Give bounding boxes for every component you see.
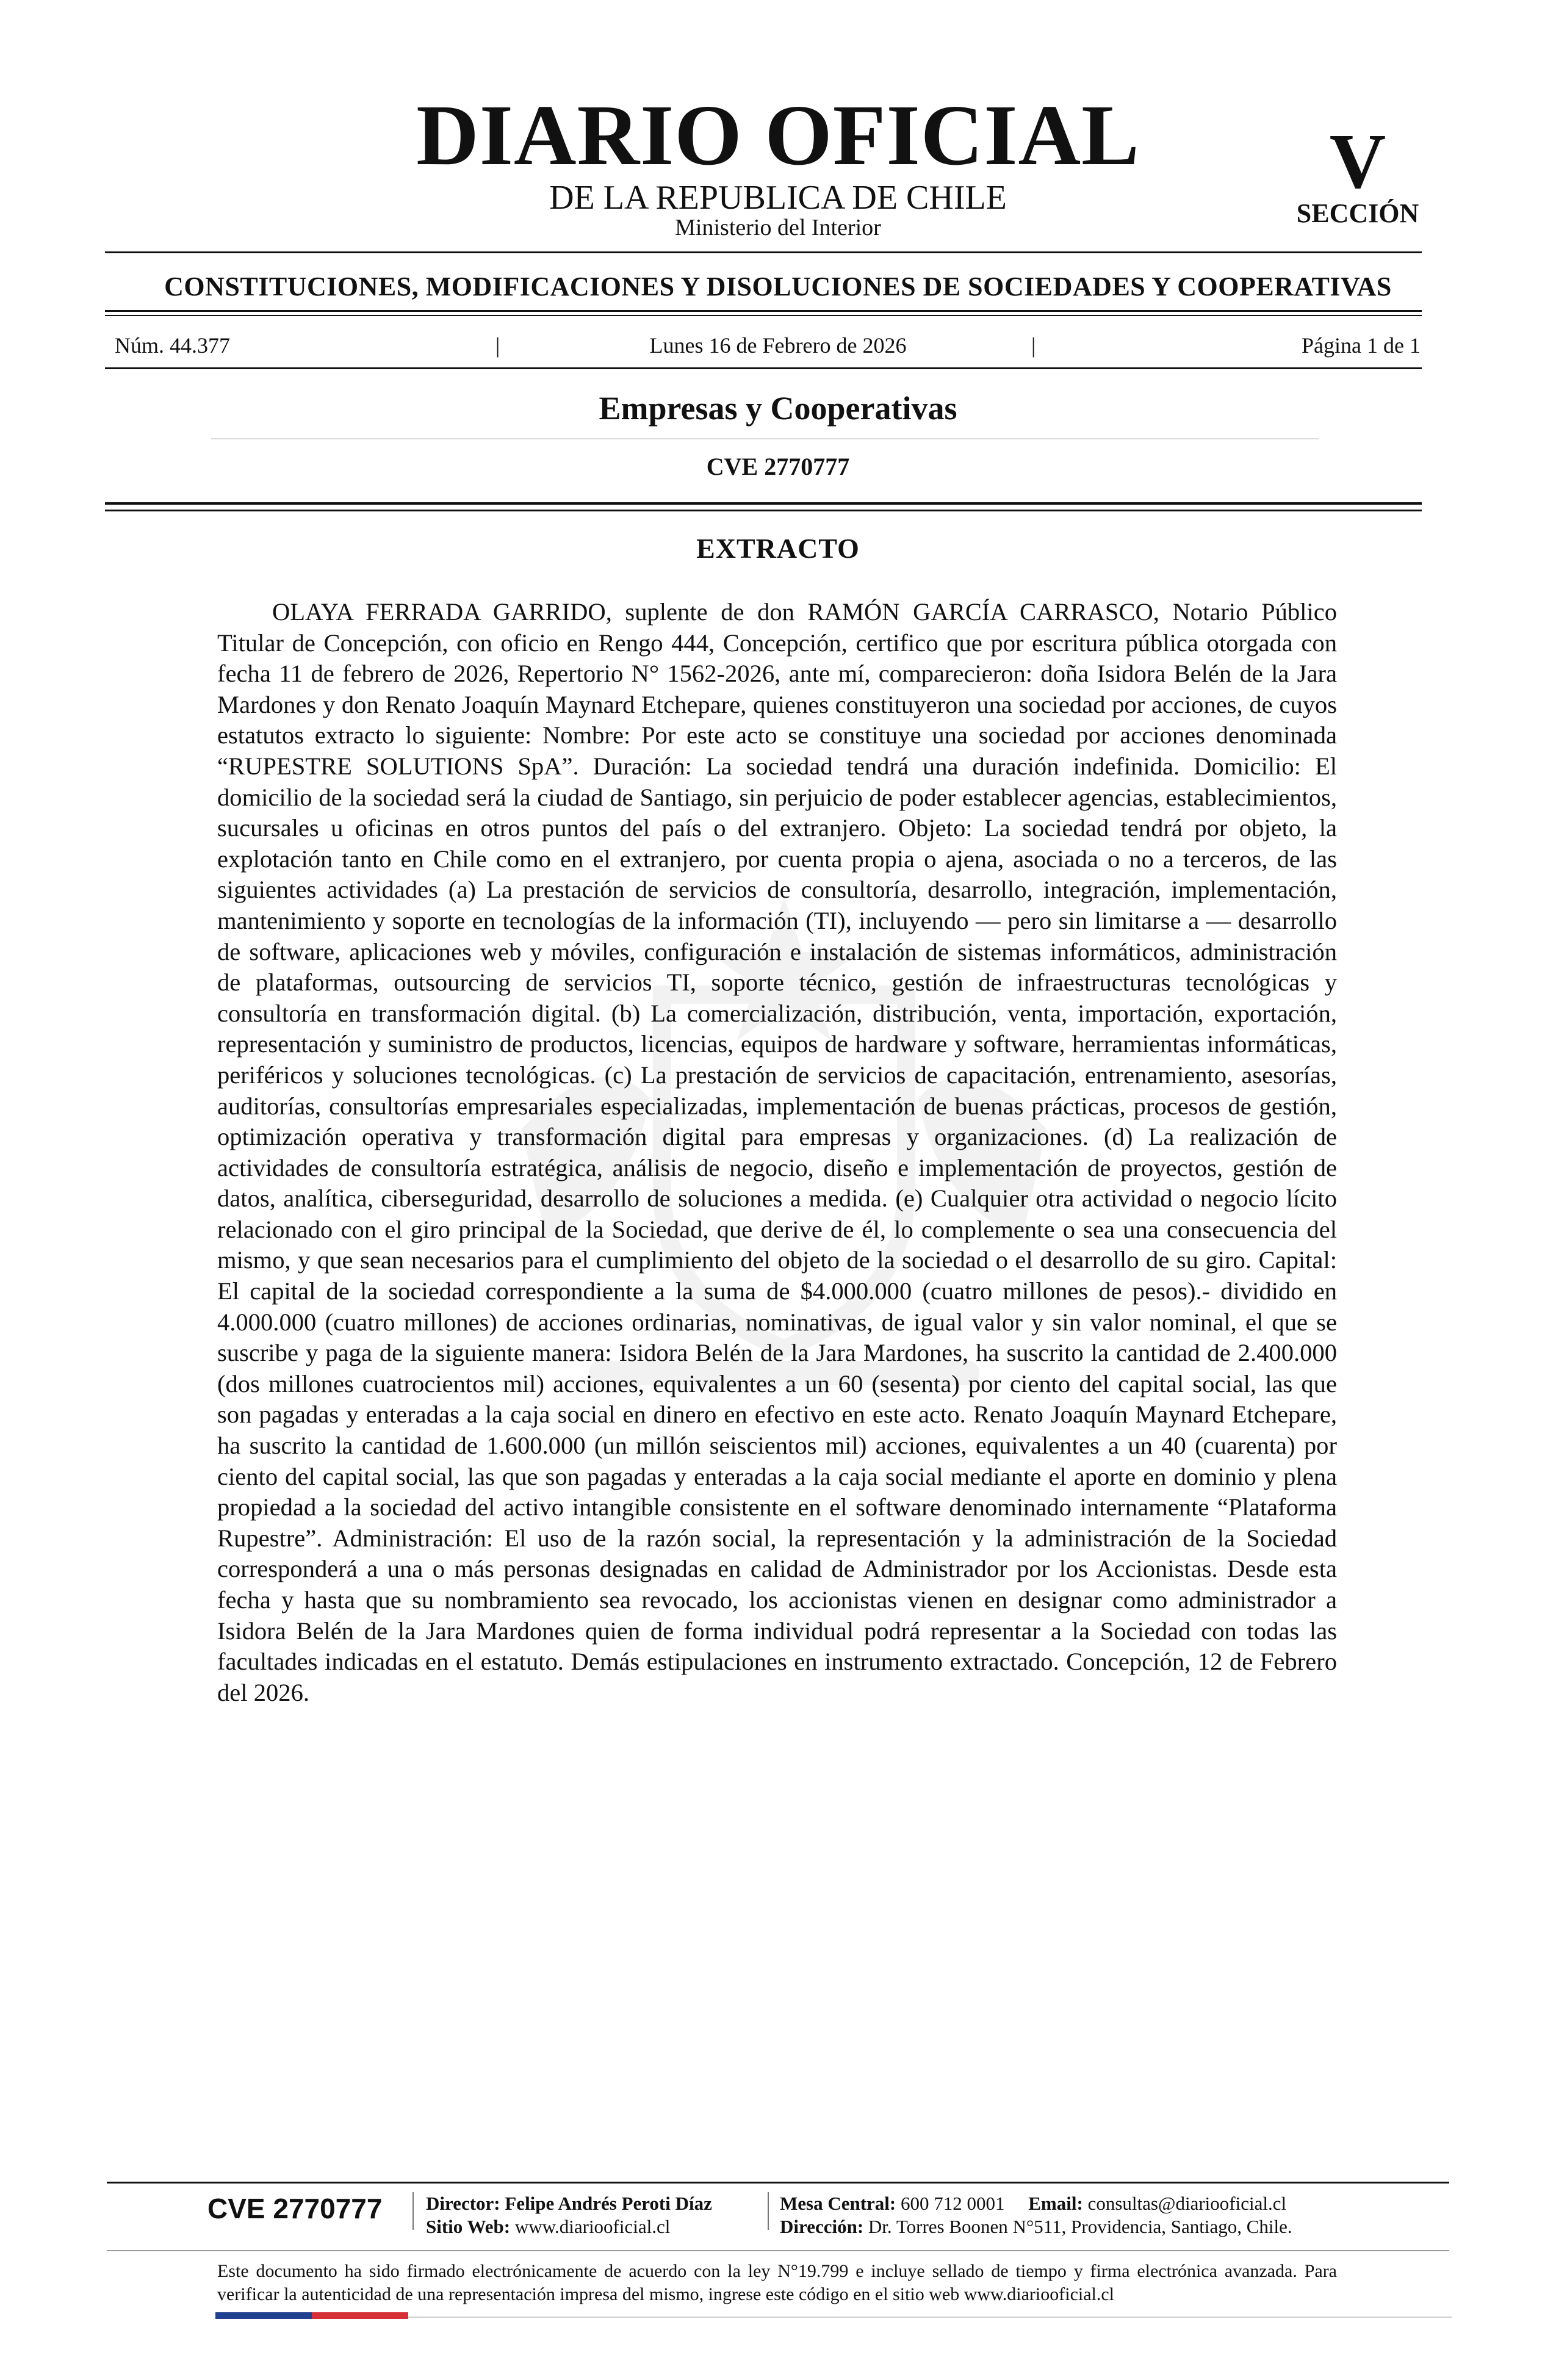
- category-rule-bottom: [105, 315, 1422, 316]
- section-heading: Empresas y Cooperativas: [599, 390, 957, 427]
- mesa-value: 600 712 0001: [901, 2193, 1005, 2214]
- page-number: Página 1 de 1: [1302, 333, 1421, 358]
- footer-contact: [780, 2192, 1286, 2215]
- issue-date: Lunes 16 de Febrero de 2026: [649, 333, 907, 358]
- footer-address: [780, 2215, 1292, 2238]
- masthead-title: DIARIO OFICIAL: [416, 87, 1140, 183]
- cve-rule-top: [105, 502, 1422, 505]
- masthead-ministry: Ministerio del Interior: [675, 215, 881, 240]
- masthead-subtitle: DE LA REPUBLICA DE CHILE: [549, 179, 1007, 217]
- mesa-label: Mesa Central:: [780, 2193, 896, 2214]
- footer-director: [426, 2192, 712, 2215]
- footer-divider: [768, 2192, 769, 2230]
- website-label: Sitio Web:: [426, 2216, 511, 2237]
- document-title: EXTRACTO: [696, 533, 860, 564]
- meta-separator: |: [495, 333, 500, 358]
- footer-rule: [107, 2182, 1449, 2183]
- issue-number: Núm. 44.377: [115, 333, 230, 358]
- masthead-rule: [105, 251, 1422, 253]
- director-label: Director:: [426, 2193, 500, 2214]
- meta-separator: |: [1031, 333, 1036, 358]
- footer-divider: [412, 2192, 414, 2230]
- cve-rule-bottom: [105, 510, 1422, 511]
- footer-cve-code: CVE 2770777: [207, 2193, 383, 2224]
- email-link[interactable]: consultas@diariooficial.cl: [1087, 2193, 1287, 2214]
- cve-code: CVE 2770777: [706, 453, 850, 480]
- email-label: Email:: [1028, 2193, 1083, 2214]
- document-body: OLAYA FERRADA GARRIDO, suplente de don RAMÓN GARCÍA CARRASCO, Notario Público Titular de Concepción, con oficio en Rengo 444, Concepción, certifico que por escritura pública otorgada con fecha 11 de febrero de 2026, Repertorio N° 1562-2026, ante mí, comparecieron: doña Isidora Belén de la Jara Mardones y don Renato Joaquín Maynard Etchepare, quienes constituyeron una sociedad por acciones, de cuyos estatutos extracto lo siguiente: Nombre: Por este acto se constituye una sociedad por acciones denominada “RUPESTRE SOLUTIONS SpA”. Duración: La sociedad tendrá una duración indefinida. Domicilio: El domicilio de la sociedad será la ciudad de Santiago, sin perjuicio de poder establecer agencias, establecimientos, sucursales u oficinas en otros puntos del país o del extranjero. Objeto: La sociedad tendrá por objeto, la explotación tanto en Chile como en el extranjero, por cuenta propia o ajena, asociada o no a terceros, de las siguientes actividades (a) La prestación de servicios de consultoría, desarrollo, integración, implementación, mantenimiento y soporte en tecnologías de la información (TI), incluyendo — pero sin limitarse a — desarrollo de software, aplicaciones web y móviles, configuración e instalación de sistemas informáticos, administración de plataformas, outsourcing de servicios TI, soporte técnico, gestión de infraestructuras tecnológicas y consultoría en transformación digital. (b) La comercialización, distribución, venta, importación, exportación, representación y suministro de productos, licencias, equipos de hardware y software, herramientas informáticas, periféricos y soluciones tecnológicas. (c) La prestación de servicios de capacitación, entrenamiento, asesorías, auditorías, consultorías empresariales especializadas, implementación de buenas prácticas, procesos de gestión, optimización operativa y transformación digital para empresas y organizaciones. (d) La realización de actividades de consultoría estratégica, análisis de negocio, diseño e implementación de proyectos, gestión de datos, analítica, ciberseguridad, desarrollo de soluciones a medida. (e) Cualquier otra actividad o negocio lícito relacionado con el giro principal de la Sociedad, que derive de él, lo complemente o sea una consecuencia del mismo, y que sean necesarios para el cumplimiento del objeto de la sociedad o el desarrollo de su giro. Capital: El capital de la sociedad correspondiente a la suma de $4.000.000 (cuatro millones de pesos).- dividido en 4.000.000 (cuatro millones) de acciones ordinarias, nominativas, de igual valor y sin valor nominal, el que se suscribe y paga de la siguiente manera: Isidora Belén de la Jara Mardones, ha suscrito la cantidad de 2.400.000 (dos millones cuatrocientos mil) acciones, equivalentes a un 60 (sesenta) por ciento del capital social, las que son pagadas y enteradas a la caja social en dinero en efectivo en este acto. Renato Joaquín Maynard Etchepare, ha suscrito la cantidad de 1.600.000 (un millón seiscientos mil) acciones, equivalentes a un 40 (cuarenta) por ciento del capital social, las que son pagadas y enteradas a la caja social mediante el aporte en dominio y plena propiedad a la sociedad del activo intangible consistente en el software denominado internamente “Plataforma Rupestre”. Administración: El uso de la razón social, la representación y la administración de la Sociedad corresponderá a una o más personas designadas en calidad de Administrador por los Accionistas. Desde esta fecha y hasta que su nombramiento sea revocado, los accionistas vienen en designar como administrador a Isidora Belén de la Jara Mardones quien de forma individual podrá representar a la Sociedad con todas las facultades indicadas en el estatuto. Demás estipulaciones en instrumento extractado. Concepción, 12 de Febrero del 2026.: [217, 598, 1337, 1706]
- section-letter: V: [1329, 118, 1386, 204]
- category-rule-top: [105, 310, 1422, 312]
- flag-stripe-blue: [215, 2312, 312, 2319]
- direccion-label: Dirección:: [780, 2216, 864, 2237]
- category-heading: CONSTITUCIONES, MODIFICACIONES Y DISOLUCIONES DE SOCIEDADES Y COOPERATIVAS: [164, 272, 1392, 301]
- flag-stripe-red: [312, 2312, 408, 2319]
- footer-website: [426, 2215, 670, 2238]
- flag-stripe-line: [408, 2317, 1452, 2318]
- footer-rule: [107, 2250, 1449, 2251]
- direccion-value: Dr. Torres Boonen N°511, Providencia, Santiago, Chile.: [868, 2216, 1292, 2237]
- section-divider: [211, 438, 1319, 439]
- legal-note: Este documento ha sido firmado electrónicamente de acuerdo con la ley N°19.799 e incluye sellado de tiempo y firma electrónica avanzada. Para verificar la autenticidad de una representación impresa del mismo, ingrese este código en el sitio web www.diariooficial.cl: [217, 2261, 1337, 2304]
- director-name: Felipe Andrés Peroti Díaz: [505, 2193, 712, 2214]
- meta-rule: [105, 367, 1422, 369]
- website-link[interactable]: www.diariooficial.cl: [514, 2216, 671, 2237]
- section-word: SECCIÓN: [1296, 198, 1419, 228]
